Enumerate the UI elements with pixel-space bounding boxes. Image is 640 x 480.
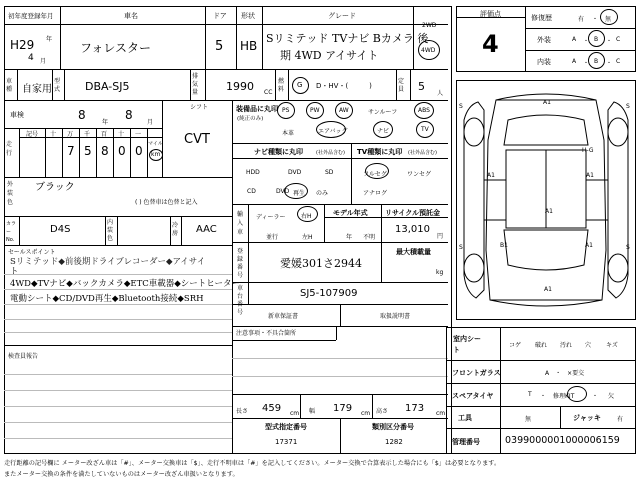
plate-value: 愛媛301さ2944 [280, 257, 362, 270]
unit-header-5: 十 [118, 131, 125, 138]
navi-cd: CD [247, 188, 256, 195]
seat-item-2: 汚れ [560, 342, 573, 349]
mileage-label: 走行 [6, 141, 13, 157]
length-value: 459 [262, 403, 282, 414]
mileage-digit-2: 8 [101, 144, 109, 158]
chassis-label: 車台番号 [237, 285, 244, 316]
seat-item-1: 破れ [535, 342, 548, 349]
shift-label: シフト [190, 104, 209, 111]
displacement-value: 1990 [226, 80, 254, 93]
color-no-value: D4S [50, 224, 71, 235]
management-label: 管理番号 [452, 438, 480, 446]
int-dot1: ・ [583, 60, 590, 67]
int-b: B [594, 58, 599, 65]
exterior-grade-label: 外装 [537, 36, 551, 44]
ext-a: A [572, 36, 577, 43]
length-unit: cm [290, 410, 300, 417]
exterior-note: ( ) 色替車は色替と記入 [135, 199, 198, 206]
equip-aw: AW [339, 107, 349, 114]
mileage-km: km [151, 151, 161, 158]
diagram-s-bl: S [459, 244, 463, 251]
equipment-sublabel: (純正のみ) [237, 116, 264, 122]
grade-line2: 期 4WD アイサイト [280, 49, 379, 62]
import-parallel: 並行 [266, 234, 279, 241]
model-year-label: モデル年式 [333, 209, 368, 217]
navi-sd: SD [325, 169, 334, 176]
equip-tv: TV [421, 126, 429, 133]
load-label: 最大積載量 [396, 248, 431, 256]
import-right: 右H [301, 213, 312, 220]
front-glass-options: A ・ ×要交 [545, 370, 585, 377]
navi-play: 再生 [293, 190, 306, 197]
car-diagram [456, 80, 636, 320]
car-name-value: フォレスター [80, 41, 152, 55]
grade-label: 評価点 [480, 10, 501, 18]
ext-dot1: ・ [583, 38, 590, 45]
exterior-value: ブラック [35, 182, 75, 193]
recycle-unit: 円 [437, 233, 444, 240]
diagram-s-br: S [626, 244, 630, 251]
shift-value: CVT [184, 132, 210, 147]
int-dot2: ・ [606, 60, 613, 67]
equip-airbag: エアバッグ [318, 128, 348, 135]
capacity-unit: 人 [437, 90, 444, 97]
sales-line1b: ト [10, 267, 19, 277]
inspection-year: 8 [78, 108, 86, 122]
spare-none: 欠 [608, 393, 615, 400]
tv-label: TV種類に丸印 [357, 148, 403, 156]
navi-sublabel: (社外品含む) [316, 150, 345, 156]
type-designation-label: 型式指定番号 [265, 423, 307, 431]
door-value: 5 [215, 39, 224, 54]
seat-item-3: 穴 [585, 342, 592, 349]
repair-none: 無 [605, 16, 612, 23]
manual-label: 取扱説明書 [380, 313, 411, 320]
ext-c: C [616, 36, 621, 43]
front-glass-label: フロントガラス [452, 369, 501, 377]
mileage-digit-3: 0 [118, 144, 126, 158]
navi-label: ナビ種類に丸印 [254, 148, 303, 156]
jack-value: 有 [617, 416, 624, 423]
management-value: 0399000001000006159 [505, 435, 620, 446]
color-no-label: カラーNo. [6, 221, 17, 243]
import-label: 輸入車 [237, 211, 244, 236]
diagram-mark-7: A1 [585, 242, 593, 249]
drive-2wd-label: 2WD [422, 22, 437, 29]
reg-year-label: 初年度登録年月 [8, 12, 54, 20]
tv-oneseg: ワンセグ [407, 171, 432, 178]
width-label: 幅 [309, 408, 316, 415]
category-value: 1282 [385, 438, 403, 446]
kind-value: 自家用 [22, 84, 52, 95]
reg-year-unit: 年 [46, 36, 53, 43]
height-label: 高さ [376, 408, 389, 415]
tools-label: 工具 [458, 414, 472, 422]
repair-yes: 有 [578, 16, 585, 23]
footer-line1: 走行距離の記号欄に メーター改ざん車は「#」、メーター交換車は「$」、走行不明車は「#」を記入してください。メーター交換で合算表示した場合にも「$」は必要となります。 [4, 460, 501, 467]
navi-dvd2: DVD [276, 188, 290, 195]
sales-line1: Sリミテッド◆前後期ドライブレコーダー◆アイサイ [10, 257, 206, 267]
footer-line2: またメーター交換の条件を満たしていないものはメーター改ざん車扱いとなります。 [4, 471, 239, 478]
ac-value: AAC [196, 224, 217, 235]
seat-item-4: キズ [606, 342, 618, 349]
reg-month-unit: 月 [40, 58, 47, 65]
int-c: C [616, 58, 621, 65]
reg-era: H29 [10, 38, 35, 52]
ext-dot2: ・ [606, 38, 613, 45]
width-value: 179 [333, 403, 353, 414]
diagram-s-tr: S [626, 103, 630, 110]
load-unit: kg [436, 269, 444, 276]
repair-dot: ・ [592, 16, 599, 23]
inspection-label: 車検 [10, 111, 24, 119]
equip-navi: ナビ [377, 128, 390, 135]
inspection-year-unit: 年 [102, 119, 109, 126]
category-label: 類別区分番号 [372, 423, 414, 431]
spare-dot1: ・ [540, 393, 547, 400]
mileage-mile: マイル [148, 141, 163, 147]
grade-label: グレード [328, 12, 356, 20]
warranty-label: 新車保証書 [268, 313, 299, 320]
unit-header-2: 万 [67, 131, 74, 138]
spare-kit: 修理KIT [553, 393, 575, 400]
mileage-digit-4: 0 [135, 144, 143, 158]
equip-leather: 本革 [282, 130, 295, 137]
fuel-selected: G [297, 81, 303, 89]
diagram-s-tl: S [459, 103, 463, 110]
fuel-options: D・HV・( ) [316, 82, 372, 90]
shape-label: 形状 [241, 12, 255, 20]
capacity-value: 5 [418, 80, 425, 93]
tv-analog: アナログ [363, 190, 388, 197]
type-designation-value: 17371 [275, 438, 298, 446]
chassis-value: SJ5-107909 [300, 288, 358, 299]
diagram-mark-6: A1 [544, 286, 552, 293]
diagram-mark-3: A1 [586, 172, 594, 179]
ac-label: 冷房 [172, 222, 179, 237]
unit-header-6: 一 [135, 131, 142, 138]
spare-tire-label: スペアタイヤ [452, 392, 494, 400]
drive-4wd-label: 4WD [421, 47, 436, 54]
mileage-digit-1: 5 [84, 144, 92, 158]
unit-header-4: 百 [101, 131, 108, 138]
diagram-mark-1: A1 [543, 99, 551, 106]
equip-sunroof: サンルーフ [368, 109, 398, 116]
seat-item-0: コゲ [509, 342, 522, 349]
interior-label: 内装色 [107, 219, 114, 242]
equip-pw: PW [310, 107, 320, 114]
car-name-label: 車名 [124, 12, 138, 20]
navi-only: のみ [316, 190, 329, 197]
ext-b: B [594, 36, 599, 43]
fuel-label: 燃料 [278, 78, 285, 93]
kind-label: 車種 [6, 78, 13, 93]
int-a: A [572, 58, 577, 65]
inspection-month: 8 [125, 108, 133, 122]
sales-points-label: セールスポイント [8, 249, 56, 256]
seat-label: 室内シート [453, 335, 481, 354]
equipment-label: 装備品に丸印 [236, 105, 278, 113]
reg-month: 4 [28, 53, 34, 63]
tv-sublabel: (社外品含む) [408, 150, 437, 156]
grade-line1: Sリミテッド TVナビ Bカメラ 後 [266, 32, 429, 45]
navi-dvd: DVD [288, 169, 302, 176]
unit-header-1: 十 [50, 131, 57, 138]
displacement-label: 排気量 [192, 73, 199, 96]
registration-note-label: 注意事項・不具合箇所 [236, 330, 297, 337]
jack-label: ジャッキ [573, 414, 601, 422]
height-value: 173 [405, 403, 425, 414]
shape-value: HB [240, 39, 258, 53]
recycle-value: 13,010 [395, 224, 430, 235]
width-unit: cm [361, 410, 371, 417]
sales-line2: 4WD◆TVナビ◆バックカメラ◆ETC車載器◆シートヒーター [10, 279, 240, 289]
repair-label: 修復歴 [531, 14, 552, 22]
model-year-unit: 年 [346, 234, 353, 241]
door-label: ドア [213, 12, 227, 20]
height-unit: cm [436, 410, 446, 417]
navi-hdd: HDD [246, 169, 260, 176]
unit-header-0: 記号 [26, 131, 39, 138]
model-label: 型式 [54, 78, 61, 93]
grade-value: 4 [482, 30, 499, 58]
import-dealer: ディーラー [256, 214, 286, 221]
length-label: 長さ [236, 408, 249, 415]
interior-grade-label: 内装 [537, 58, 551, 66]
equip-abs: ABS [418, 107, 430, 114]
diagram-mark-8: H-G [582, 147, 594, 154]
recycle-label: リサイクル預託金 [385, 209, 441, 217]
diagram-mark-2: A1 [487, 172, 495, 179]
unit-header-3: 千 [84, 131, 91, 138]
sales-line3: 電動シート◆CD/DVD再生◆Bluetooth接続◆SRH [10, 294, 204, 304]
left-form [4, 6, 452, 454]
capacity-label: 定員 [398, 78, 405, 93]
diagram-mark-5: B1 [500, 242, 508, 249]
tv-fullseg: フルセグ [363, 171, 387, 178]
model-year-unknown: 不明 [363, 234, 376, 241]
import-left: 左H [302, 234, 313, 241]
cc-unit: CC [264, 89, 273, 96]
model-value: DBA-SJ5 [85, 80, 130, 93]
exterior-label: 外装色 [7, 181, 14, 206]
inspection-month-unit: 月 [147, 119, 154, 126]
equip-ps: PS [282, 107, 290, 114]
plate-label: 登録番号 [237, 248, 244, 279]
diagram-mark-4: A1 [545, 208, 553, 215]
mileage-digit-0: 7 [67, 144, 75, 158]
inspector-note-label: 検査員報告 [8, 353, 39, 360]
tools-value: 無 [525, 416, 532, 423]
spare-t: T [528, 391, 532, 398]
spare-dot2: ・ [592, 393, 599, 400]
